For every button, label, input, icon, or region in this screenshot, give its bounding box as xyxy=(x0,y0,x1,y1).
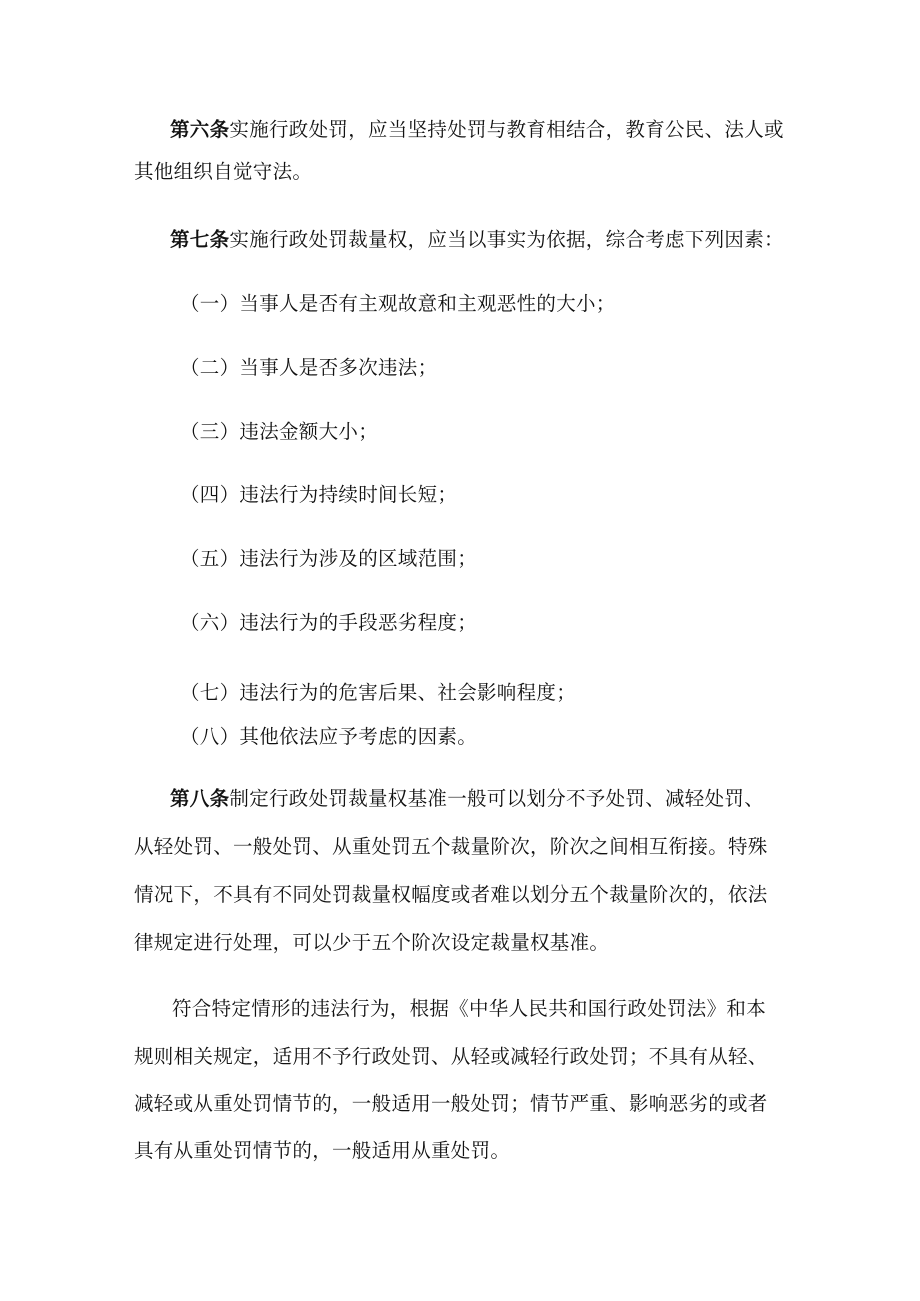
article-8-first-line xyxy=(170,786,764,812)
article-8-paragraph-2-line: 符合特定情形的违法行为，根据《中华人民共和国行政处罚法》和本 xyxy=(172,997,767,1020)
article-7-item: （二）当事人是否多次违法； xyxy=(180,356,438,379)
article-8-paragraph-2-line: 具有从重处罚情节的，一般适用从重处罚。 xyxy=(134,1139,511,1162)
article-6-first-line xyxy=(170,117,784,143)
article-8-text: 制定行政处罚裁量权基准一般可以划分不予处罚、减轻处罚、 xyxy=(229,787,765,810)
article-7-item: （七）违法行为的危害后果、社会影响程度； xyxy=(180,681,577,704)
article-8-paragraph-2-line: 减轻或从重处罚情节的，一般适用一般处罚；情节严重、影响恶劣的或者 xyxy=(134,1092,768,1115)
article-8-paragraph-2-line: 规则相关规定，适用不予行政处罚、从轻或减轻行政处罚；不具有从轻、 xyxy=(134,1045,768,1068)
article-8-label: 第八条 xyxy=(170,787,230,810)
article-7-item: （三）违法金额大小； xyxy=(180,420,379,443)
article-7-item: （一）当事人是否有主观故意和主观恶性的大小； xyxy=(180,292,616,315)
article-6-label: 第六条 xyxy=(170,118,230,141)
article-6-line: 其他组织自觉守法。 xyxy=(134,160,313,183)
article-8-line: 从轻处罚、一般处罚、从重处罚五个裁量阶次，阶次之间相互衔接。特殊 xyxy=(134,835,768,858)
article-7-item: （五）违法行为涉及的区域范围； xyxy=(180,547,478,570)
article-8-line: 情况下，不具有不同处罚裁量权幅度或者难以划分五个裁量阶次的，依法 xyxy=(134,883,768,906)
article-7-item: （四）违法行为持续时间长短； xyxy=(180,483,458,506)
article-7-item: （六）违法行为的手段恶劣程度； xyxy=(180,611,478,634)
article-6-text: 实施行政处罚，应当坚持处罚与教育相结合，教育公民、法人或 xyxy=(229,118,784,141)
article-7-intro: 实施行政处罚裁量权，应当以事实为依据，综合考虑下列因素： xyxy=(229,228,784,251)
article-7-first-line xyxy=(170,227,784,253)
article-7-label: 第七条 xyxy=(170,228,230,251)
article-7-item: （八）其他依法应予考虑的因素。 xyxy=(180,725,478,748)
article-8-line: 律规定进行处理，可以少于五个阶次设定裁量权基准。 xyxy=(134,931,610,954)
